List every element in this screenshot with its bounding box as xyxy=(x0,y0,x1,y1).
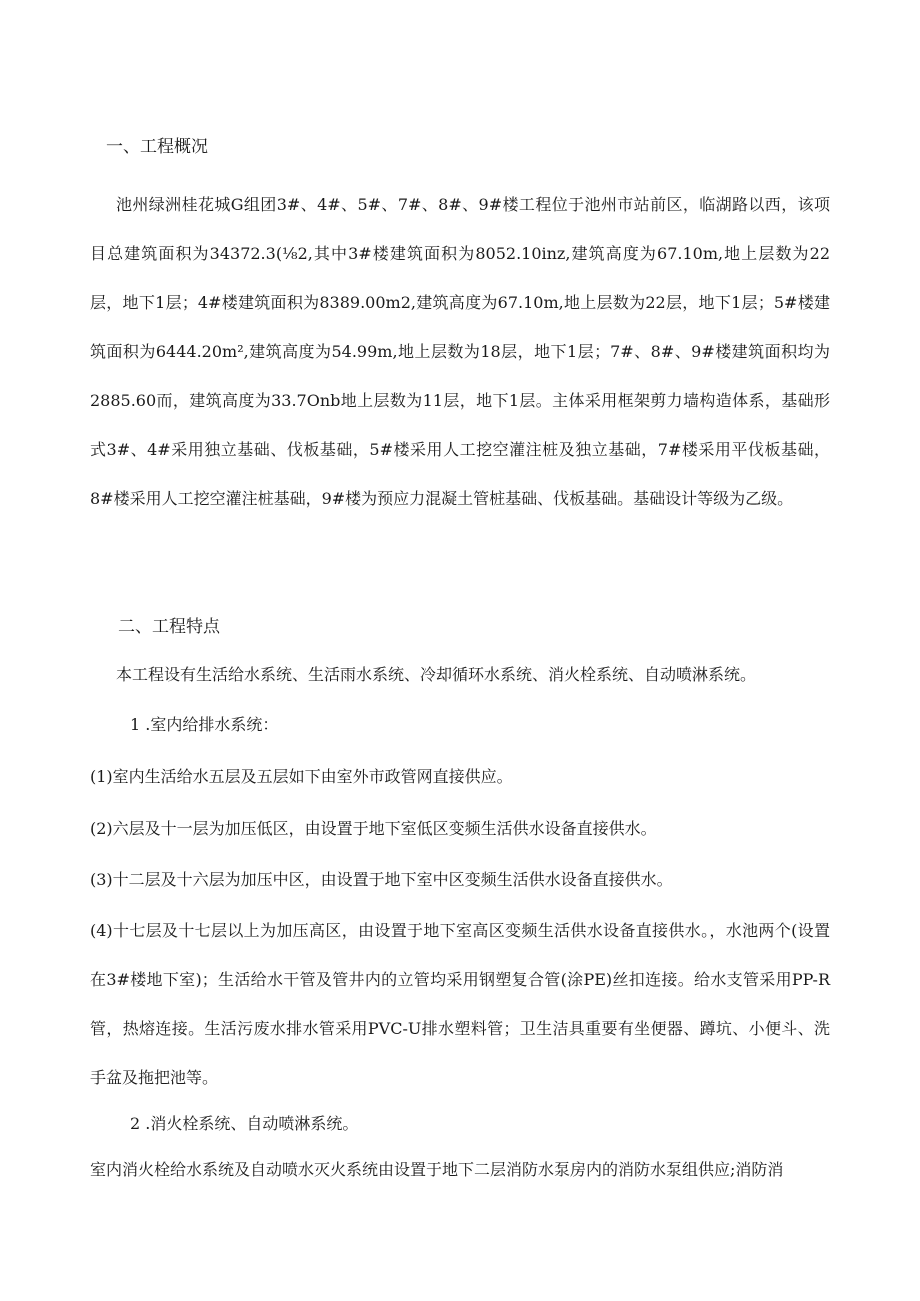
subheading-fire-system: 2 .消火栓系统、自动喷淋系统。 xyxy=(130,1114,359,1133)
section-heading-features: 二、工程特点 xyxy=(118,617,220,637)
list-item: (3)十二层及十六层为加压中区，由设置于地下室中区变频生活供水设备直接供水。 xyxy=(90,870,673,889)
features-intro: 本工程设有生活给水系统、生活雨水系统、冷却循环水系统、消火栓系统、自动喷淋系统。 xyxy=(116,665,757,684)
list-item: (2)六层及十一层为加压低区，由设置于地下室低区变频生活供水设备直接供水。 xyxy=(90,819,657,838)
section-heading-overview: 一、工程概况 xyxy=(106,137,208,157)
list-item: (4)十七层及十七层以上为加压高区，由设置于地下室高区变频生活供水设备直接供水。，水池两个(设置在3#楼地下室)；生活给水干管及管井内的立管均采用钢塑复合管(涂PE)丝扣连接。给水支管采用PP-R管，热熔连接。生活污废水排水管采用PVC-U排水塑料管；卫生洁具重要有坐便器、蹲坑、小便斗、洗手盆及拖把池等。 xyxy=(90,921,830,1087)
fire-system-text: 室内消火栓给水系统及自动喷水灭火系统由设置于地下二层消防水泵房内的消防水泵组供应;消防消 xyxy=(90,1160,784,1179)
overview-paragraph: 池州绿洲桂花城G组团3#、4#、5#、7#、8#、9#楼工程位于池州市站前区，临湖路以西，该项目总建筑面积为34372.3(⅛2,其中3#楼建筑面积为8052.10inz,建筑高度为67.10m,地上层数为22层，地下1层；4#楼建筑面积为8389.00m2,建筑高度为67.10m,地上层数为22层，地下1层；5#楼建筑面积为6444.20m²,建筑高度为54.99m,地上层数为18层，地下1层；7#、8#、9#楼建筑面积均为2885.60而，建筑高度为33.7Onb地上层数为11层，地下1层。主体采用框架剪力墙构造体系，基础形式3#、4#采用独立基础、伐板基础，5#楼采用人工挖空灌注桩及独立基础，7#楼采用平伐板基础，8#楼采用人工挖空灌注桩基础，9#楼为预应力混凝土管桩基础、伐板基础。基础设计等级为乙级。 xyxy=(90,195,830,508)
subheading-drainage: 1 .室内给排水系统： xyxy=(130,715,279,734)
list-item: (1)室内生活给水五层及五层如下由室外市政管网直接供应。 xyxy=(90,767,513,786)
